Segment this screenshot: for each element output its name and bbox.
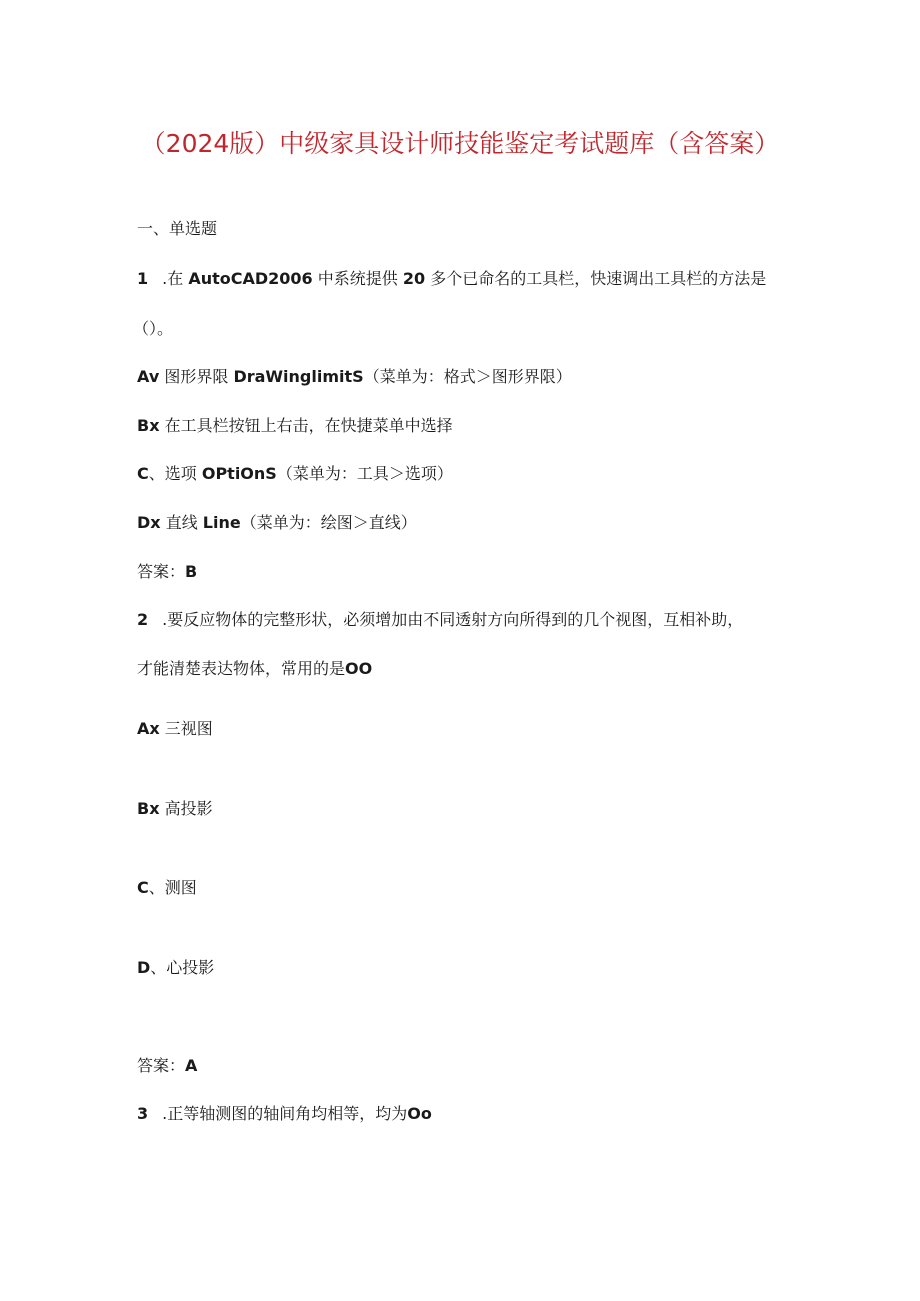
question-3-stem [137, 1102, 432, 1126]
stem-text: 才能清楚表达物体，常用的是 [137, 659, 346, 678]
answer-label: 答案： [137, 1056, 186, 1075]
option-key: Dx [137, 513, 161, 532]
answer-value: A [185, 1056, 198, 1075]
option-text: 、心投影 [150, 958, 215, 977]
option-text-bold: OPtiOnS [201, 464, 277, 483]
question-2-option-c [137, 876, 197, 900]
question-number: 1 [137, 269, 149, 288]
stem-text: 20 [402, 269, 426, 288]
question-2-option-b [137, 797, 213, 821]
option-key: C [137, 464, 149, 483]
question-1-option-b [137, 414, 453, 438]
answer-value: B [185, 562, 198, 581]
option-text: （菜单为：工具＞选项） [276, 464, 453, 483]
stem-text-bold: Oo [407, 1104, 432, 1123]
stem-text: .要反应物体的完整形状，必须增加由不同透射方向所得到的几个视图，互相补助， [162, 610, 744, 629]
option-text-bold: Line [202, 513, 241, 532]
option-text: 、选项 [148, 464, 202, 483]
question-2-option-d [137, 956, 214, 980]
option-text: （菜单为：绘图＞直线） [240, 513, 417, 532]
option-text: 、测图 [148, 878, 197, 897]
option-text: 高投影 [159, 799, 213, 818]
stem-text: .在 [162, 269, 189, 288]
option-text-bold: DraWinglimitS [233, 367, 364, 386]
stem-text: AutoCAD2006 [188, 269, 313, 288]
question-1-option-c [137, 462, 453, 486]
question-2-option-a [137, 717, 213, 741]
option-text: 在工具栏按钮上右击，在快捷菜单中选择 [159, 416, 453, 435]
question-1-answer [137, 560, 197, 584]
option-text: （菜单为：格式＞图形界限） [363, 367, 572, 386]
question-number: 3 [137, 1104, 149, 1123]
question-1-stem [137, 267, 766, 291]
stem-text-bold: OO [345, 659, 373, 678]
option-key: Bx [137, 799, 160, 818]
question-1-stem-cont: （）。 [133, 319, 174, 338]
option-key: Bx [137, 416, 160, 435]
question-1-option-d [137, 511, 417, 535]
option-text: 图形界限 [159, 367, 234, 386]
option-key: D [137, 958, 151, 977]
stem-text: 多个已命名的工具栏，快速调出工具栏的方法是 [425, 269, 767, 288]
question-2-stem-cont [137, 657, 372, 681]
option-text: 直线 [160, 513, 203, 532]
section-heading: 一、单选题 [137, 219, 218, 238]
option-text: 三视图 [159, 719, 213, 738]
question-number: 2 [137, 610, 149, 629]
answer-label: 答案： [137, 562, 186, 581]
option-key: Ax [137, 719, 160, 738]
option-key: Av [137, 367, 160, 386]
option-key: C [137, 878, 149, 897]
stem-text: .正等轴测图的轴间角均相等，均为 [162, 1104, 408, 1123]
page-title: （2024版）中级家具设计师技能鉴定考试题库（含答案） [140, 129, 780, 158]
question-1-option-a [137, 365, 572, 389]
stem-text: 中系统提供 [312, 269, 403, 288]
question-2-answer [137, 1054, 197, 1078]
question-2-stem [137, 608, 743, 632]
